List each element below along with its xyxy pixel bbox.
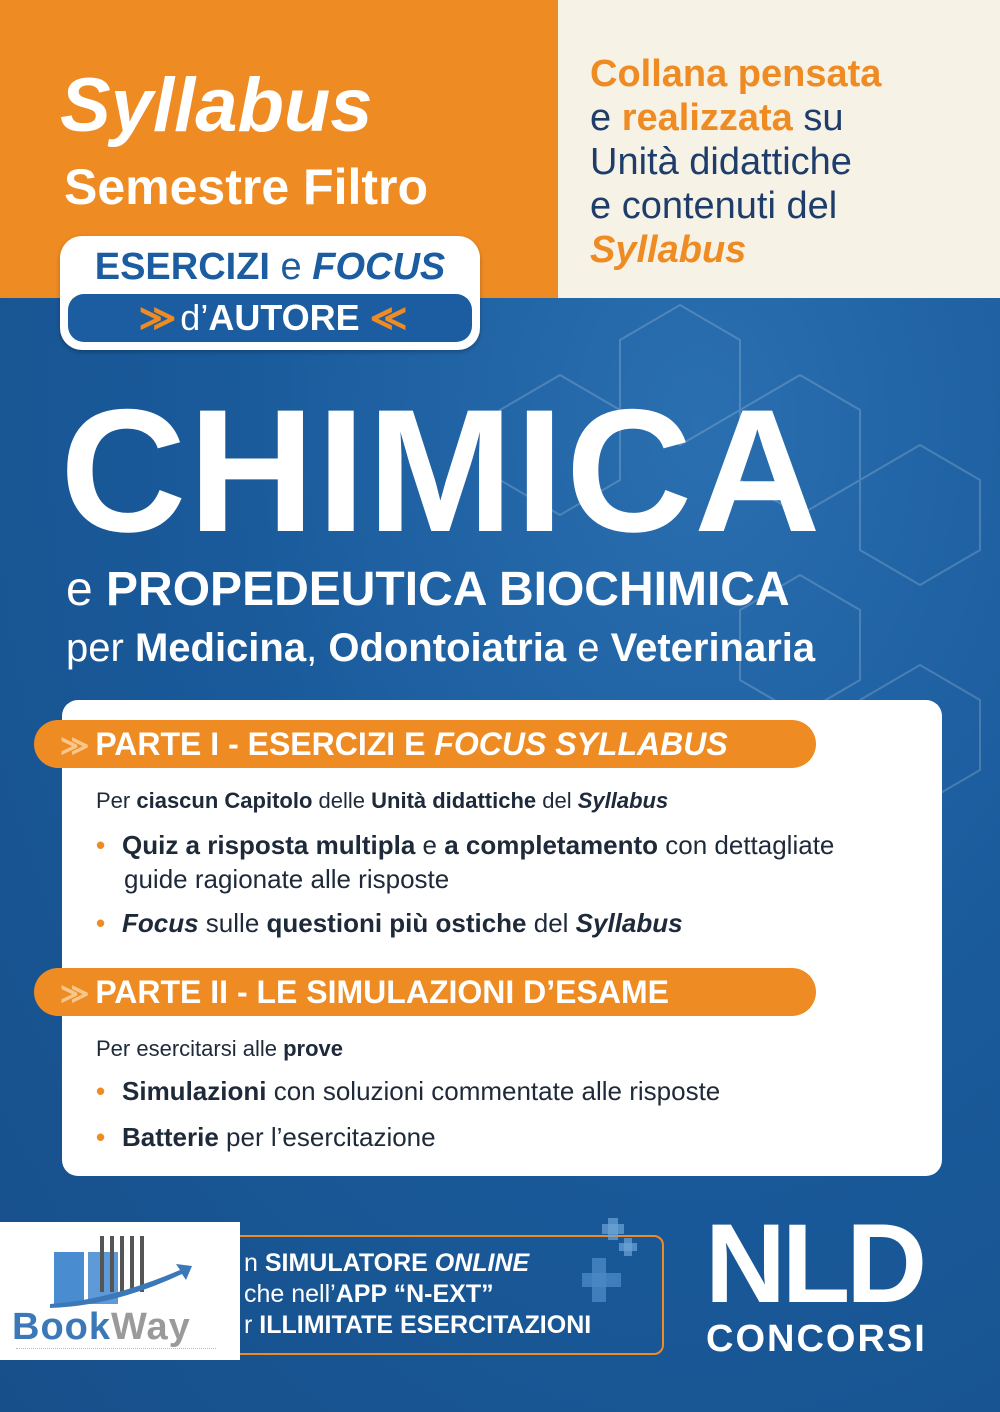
part1-bullet-quiz [96, 828, 936, 896]
collana-description [590, 52, 990, 272]
collana-realizzata: realizzata [621, 97, 793, 139]
collana-line3: Unità didattiche [590, 141, 852, 183]
bullet-text: per l’esercitazione [218, 1122, 436, 1152]
bullet-dot-icon: • [96, 1122, 106, 1152]
intro-text: Per esercitarsi alle [96, 1036, 284, 1061]
sim-text: che nell’ [244, 1280, 336, 1308]
collana-e: e [590, 97, 622, 139]
bookway-book: Book [12, 1306, 111, 1348]
bullet-bold: Simulazioni [122, 1076, 267, 1106]
part2-intro [96, 1036, 343, 1062]
sim-text: n [244, 1249, 265, 1277]
bullet-dot-icon: • [96, 830, 106, 860]
badge-top-line [60, 246, 480, 289]
intro-text: delle [312, 788, 372, 813]
part1-bullet-focus [96, 906, 936, 940]
intro-bold: prove [283, 1036, 343, 1061]
bullet-focus: Focus [122, 908, 199, 938]
intro-text: Per [96, 788, 137, 813]
publisher-name: CONCORSI [706, 1318, 927, 1360]
bookway-name [12, 1306, 191, 1349]
double-chevron-right-icon: ≫ [60, 730, 84, 761]
bookway-logo-icon [40, 1230, 200, 1310]
simulatore-text [244, 1248, 591, 1341]
subtitle-e: e [66, 563, 107, 616]
sim-bold: APP “N-EXT” [335, 1280, 494, 1308]
sim-bold: SIMULATORE [264, 1249, 435, 1277]
double-chevron-right-icon: ≫ [60, 978, 84, 1009]
bullet-bold: a completamento [444, 830, 659, 860]
collana-line4: e contenuti del [590, 185, 838, 227]
badge-esercizi: ESERCIZI [94, 246, 270, 288]
badge-autore: AUTORE [208, 297, 360, 338]
collana-line1: Collana pensata [590, 53, 882, 95]
intro-bold: Unità didattiche [371, 788, 537, 813]
part2-banner [34, 968, 816, 1016]
subtitle-bold: PROPEDEUTICA BIOCHIMICA [106, 563, 790, 616]
part2-bullet-simulazioni [96, 1074, 936, 1108]
part1-title-italic: FOCUS SYLLABUS [434, 726, 728, 762]
bullet-text: con soluzioni commentate alle risposte [266, 1076, 721, 1106]
badge-d: d’ [180, 297, 209, 338]
veterinaria: Veterinaria [610, 626, 816, 670]
intro-text: del [536, 788, 578, 813]
bullet-dot-icon: • [96, 1076, 106, 1106]
part1-intro [96, 788, 668, 814]
publisher-logo: NLD [705, 1201, 924, 1326]
bullet-bold: questioni più ostiche [266, 908, 527, 938]
double-chevron-right-icon: ≫ [138, 297, 171, 338]
sim-text: r [244, 1311, 260, 1339]
badge-autore-pill [68, 294, 472, 342]
bullet-continuation: guide ragionate alle risposte [124, 864, 450, 894]
per-text: per [66, 626, 135, 670]
bullet-text: e [415, 830, 445, 860]
medical-cross-icon [582, 1216, 652, 1316]
part2-title: PARTE II - LE SIMULAZIONI D’ESAME [95, 974, 669, 1010]
sim-online: ONLINE [434, 1249, 530, 1277]
bookway-divider [16, 1348, 216, 1353]
bullet-text: del [526, 908, 576, 938]
intro-bold: ciascun Capitolo [136, 788, 313, 813]
bullet-bold: Batterie [122, 1122, 219, 1152]
odontoiatria: Odontoiatria [328, 626, 567, 670]
bullet-text: con dettagliate [658, 830, 835, 860]
series-subtitle: Semestre Filtro [64, 159, 429, 215]
target-audience [66, 628, 815, 668]
double-chevron-left-icon: ≪ [369, 297, 402, 338]
part1-title: PARTE I - ESERCIZI E [95, 726, 435, 762]
part1-banner [34, 720, 816, 768]
collana-syllabus: Syllabus [590, 229, 747, 271]
bullet-text: sulle [198, 908, 267, 938]
esercizi-focus-badge [60, 236, 480, 350]
badge-e: e [280, 246, 302, 288]
bullet-dot-icon: • [96, 908, 106, 938]
bookway-watermark [0, 1222, 240, 1360]
book-subtitle [66, 563, 790, 616]
and-text: e [566, 626, 611, 670]
bullet-syllabus: Syllabus [575, 908, 683, 938]
series-title: Syllabus [60, 63, 373, 148]
medicina: Medicina [134, 626, 307, 670]
sim-bold: ILLIMITATE ESERCITAZIONI [259, 1311, 592, 1339]
intro-syllabus: Syllabus [577, 788, 669, 813]
collana-su: su [792, 97, 844, 139]
bookway-way: Way [111, 1306, 191, 1348]
book-title: CHIMICA [60, 374, 823, 569]
bullet-bold: Quiz a risposta multipla [122, 830, 416, 860]
part2-bullet-batterie [96, 1120, 936, 1154]
comma: , [306, 626, 329, 670]
badge-focus: FOCUS [312, 246, 446, 288]
